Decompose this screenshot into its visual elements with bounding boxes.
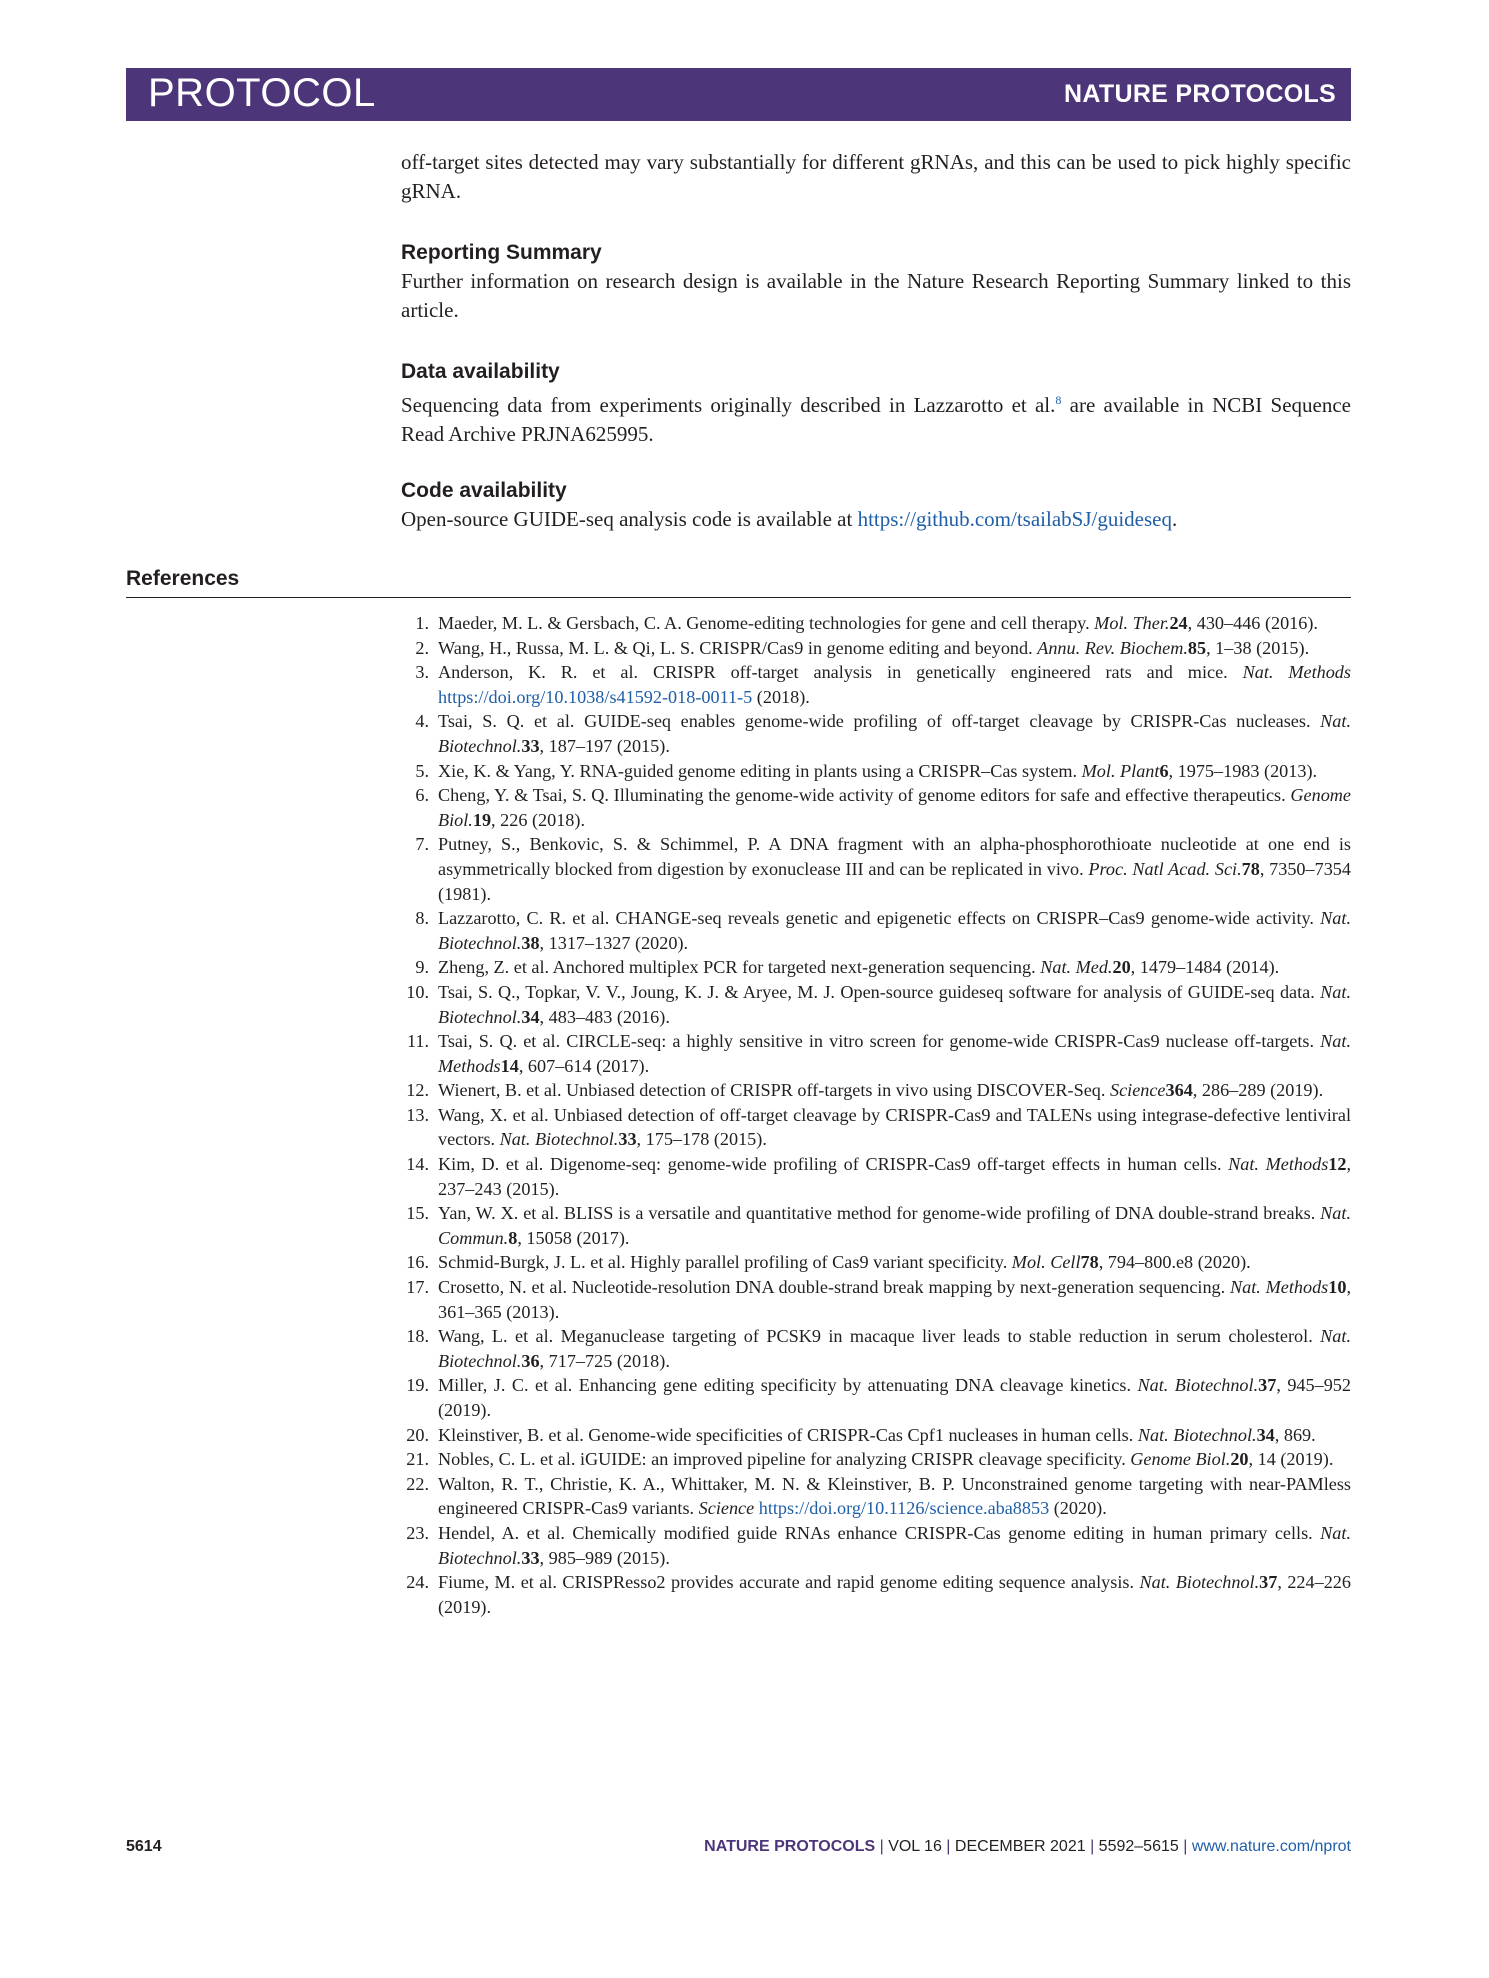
reference-number: 6.: [415, 785, 429, 806]
reference-item: [401, 980, 1351, 1029]
reference-text: Zheng, Z. et al. Anchored multiplex PCR for targeted next-generation sequencing.: [438, 957, 1041, 978]
footer-date: DECEMBER 2021: [954, 1838, 1086, 1855]
reference-journal: Nat. Biotechnol.: [438, 1326, 1351, 1371]
reference-journal: Nat. Commun.: [438, 1203, 1351, 1248]
section-text: Open-source GUIDE-seq analysis code is available at https://github.com/tsailabSJ/guideseq.: [401, 507, 1178, 531]
reference-text: Lazzarotto, C. R. et al. CHANGE-seq reveals genetic and epigenetic effects on CRISPR–Cas9 genome-wide activity.: [438, 908, 1321, 929]
reference-volume: 19: [472, 809, 492, 830]
reference-item: [401, 759, 1351, 784]
reference-number: 7.: [415, 834, 429, 855]
reference-number: 10.: [406, 981, 429, 1002]
reference-item: [401, 906, 1351, 955]
references-title: References: [126, 567, 240, 590]
section-heading: Data availability: [401, 360, 560, 383]
reference-number: 21.: [406, 1449, 429, 1470]
reference-item: [401, 611, 1351, 636]
reference-item: [401, 1029, 1351, 1078]
reference-journal: Genome Biol.: [1130, 1449, 1231, 1470]
reference-journal: Mol. Cell: [1011, 1252, 1081, 1273]
reference-pages: , 794–800.e8 (2020).: [1098, 1252, 1251, 1273]
section-heading: Code availability: [401, 479, 567, 502]
reference-number: 4.: [415, 711, 429, 732]
header-banner: [126, 68, 1351, 121]
reference-number: 2.: [415, 637, 429, 658]
reference-number: 13.: [406, 1104, 429, 1125]
reference-volume: 364: [1165, 1080, 1193, 1101]
reference-item: [401, 636, 1351, 661]
reference-doi-link[interactable]: https://doi.org/10.1126/science.aba8853: [758, 1498, 1050, 1519]
reference-text: Wang, X. et al. Unbiased detection of off-target cleavage by CRISPR-Cas9 and TALENs using integrase-defective lentiviral vectors.: [438, 1104, 1351, 1150]
reference-pages: , 224–226 (2019).: [438, 1572, 1351, 1617]
reference-text: Wienert, B. et al. Unbiased detection of CRISPR off-targets in vivo using DISCOVER-Seq.: [438, 1080, 1110, 1101]
reference-volume: 34: [521, 1006, 540, 1027]
reporting-summary-section: [401, 239, 1351, 325]
reference-item: [401, 1250, 1351, 1275]
reference-text: Schmid-Burgk, J. L. et al. Highly parallel profiling of Cas9 variant specificity.: [438, 1252, 1012, 1273]
reference-text: Anderson, K. R. et al. CRISPR off-target analysis in genetically engineered rats and mice.: [438, 662, 1243, 683]
reference-text: Kim, D. et al. Digenome-seq: genome-wide profiling of CRISPR-Cas9 off-target effects in human cells.: [438, 1154, 1229, 1175]
reference-text: Wang, L. et al. Meganuclease targeting of PCSK9 in macaque liver leads to stable reduction in serum cholesterol.: [438, 1326, 1321, 1347]
reference-volume: 12: [1328, 1154, 1347, 1175]
reference-list: [401, 611, 1351, 1619]
reference-text: Tsai, S. Q. et al. GUIDE-seq enables genome-wide profiling of off-target cleavage by CRISPR-Cas nucleases.: [438, 711, 1321, 732]
reference-journal: Nat. Med.: [1040, 957, 1113, 978]
reference-volume: 20: [1112, 957, 1131, 978]
reference-journal: Genome Biol.: [438, 785, 1351, 830]
reference-journal: Nat. Methods: [438, 1031, 1351, 1076]
reference-journal: Nat. Biotechnol.: [1137, 1424, 1257, 1445]
reference-pages: , 14 (2019).: [1248, 1449, 1334, 1470]
reference-item: [401, 1201, 1351, 1250]
reference-number: 24.: [406, 1572, 429, 1593]
reference-journal: Proc. Natl Acad. Sci.: [1088, 858, 1242, 879]
reference-text: Kleinstiver, B. et al. Genome-wide specificities of CRISPR-Cas Cpf1 nucleases in human cells.: [438, 1424, 1138, 1445]
reference-text: Crosetto, N. et al. Nucleotide-resolution DNA double-strand break mapping by next-generation sequencing.: [438, 1277, 1230, 1298]
reference-item: [401, 1521, 1351, 1570]
reference-volume: 8: [508, 1227, 518, 1248]
reference-journal: Nat. Biotechnol.: [438, 1522, 1351, 1568]
footer-journal: NATURE PROTOCOLS: [704, 1838, 876, 1855]
reference-text: Miller, J. C. et al. Enhancing gene editing specificity by attenuating DNA cleavage kinetics.: [438, 1375, 1138, 1396]
reference-item: [401, 1152, 1351, 1201]
reference-item: [401, 1447, 1351, 1472]
reference-text: Yan, W. X. et al. BLISS is a versatile and quantitative method for genome-wide profiling of DNA double-strand breaks.: [438, 1203, 1321, 1224]
reference-text: Xie, K. & Yang, Y. RNA-guided genome editing in plants using a CRISPR–Cas system.: [438, 760, 1082, 781]
footer-pages: 5592–5615: [1098, 1838, 1179, 1855]
reference-pages: , 187–197 (2015).: [539, 735, 670, 756]
reference-number: 5.: [415, 760, 429, 781]
reference-volume: 78: [1241, 858, 1260, 879]
reference-volume: 6: [1159, 760, 1169, 781]
reference-text: Maeder, M. L. & Gersbach, C. A. Genome-editing technologies for gene and cell therapy.: [438, 613, 1095, 633]
reference-number: 17.: [406, 1277, 429, 1298]
reference-volume: 36: [521, 1350, 540, 1371]
reference-number: 8.: [415, 908, 429, 929]
reference-volume: 78: [1080, 1252, 1099, 1273]
reference-pages: , 15058 (2017).: [517, 1227, 630, 1248]
reference-pages: , 1317–1327 (2020).: [539, 932, 689, 953]
reference-pages: , 226 (2018).: [491, 809, 586, 830]
reference-item: [401, 1423, 1351, 1448]
reference-text: Hendel, A. et al. Chemically modified guide RNAs enhance CRISPR-Cas genome editing in human primary cells.: [438, 1522, 1321, 1543]
footer-citation: NATURE PROTOCOLS | VOL 16 | DECEMBER 2021 | 5592–5615 | www.nature.com/nprot: [704, 1838, 1351, 1855]
reference-text: Tsai, S. Q., Topkar, V. V., Joung, K. J. & Aryee, M. J. Open-source guideseq software for analysis of GUIDE-seq data.: [438, 981, 1321, 1002]
reference-pages: , 1975–1983 (2013).: [1168, 760, 1318, 781]
reference-pages: , 607–614 (2017).: [518, 1055, 650, 1076]
reference-number: 14.: [406, 1154, 429, 1175]
reference-item: [401, 1078, 1351, 1103]
section-text: Further information on research design is available in the Nature Research Reporting Summary linked to this article.: [401, 269, 1351, 322]
reference-item: [401, 832, 1351, 906]
citation-link[interactable]: 8: [1055, 393, 1062, 407]
reference-volume: 10: [1328, 1277, 1347, 1298]
reference-pages: , 361–365 (2013).: [438, 1277, 1351, 1322]
reference-item: [401, 1472, 1351, 1521]
reference-pages: , 286–289 (2019).: [1192, 1080, 1324, 1101]
reference-pages: , 7350–7354 (1981).: [438, 858, 1351, 904]
reference-volume: 38: [521, 932, 540, 953]
reference-item: [401, 660, 1351, 709]
github-link[interactable]: https://github.com/tsailabSJ/guideseq: [857, 507, 1172, 531]
reference-volume: 20: [1230, 1449, 1249, 1470]
reference-text: Walton, R. T., Christie, K. A., Whittaker, M. N. & Kleinstiver, B. P. Unconstrained genome targeting with near-PAMless engineered CRISPR-Cas9 variants.: [438, 1473, 1351, 1519]
reference-journal: Science: [1109, 1080, 1166, 1101]
reference-item: [401, 783, 1351, 832]
reference-volume: 33: [521, 1547, 540, 1568]
reference-journal: Mol. Plant: [1081, 760, 1160, 781]
journal-name: NATURE PROTOCOLS: [1064, 80, 1336, 108]
reference-journal: Annu. Rev. Biochem.: [1037, 637, 1188, 658]
code-availability-section: [401, 477, 1351, 534]
section-heading: Reporting Summary: [401, 241, 602, 264]
footer-url-link[interactable]: www.nature.com/nprot: [1191, 1838, 1351, 1855]
reference-text: Nobles, C. L. et al. iGUIDE: an improved pipeline for analyzing CRISPR cleavage specificity.: [438, 1449, 1131, 1470]
reference-text: Putney, S., Benkovic, S. & Schimmel, P. A DNA fragment with an alpha-phosphorothioate nucleotide at one end is asymmetrically blocked from digestion by exonuclease III and can be replicated in vivo.: [438, 834, 1351, 879]
reference-number: 3.: [415, 662, 429, 683]
reference-journal: Science: [698, 1498, 755, 1519]
reference-pages: , 1–38 (2015).: [1206, 637, 1310, 658]
page-number: 5614: [126, 1838, 162, 1855]
reference-number: 15.: [406, 1203, 429, 1224]
intro-text: off-target sites detected may vary substantially for different gRNAs, and this can be used to pick highly specific gRNA.: [401, 150, 1351, 203]
data-availability-section: [401, 358, 1351, 449]
reference-year: (2018).: [752, 686, 810, 707]
reference-journal: Mol. Ther.: [1094, 613, 1170, 633]
reference-journal: Nat. Methods: [1229, 1277, 1329, 1298]
reference-number: 19.: [406, 1375, 429, 1396]
reference-item: [401, 1324, 1351, 1373]
reference-text: Wang, H., Russa, M. L. & Qi, L. S. CRISPR/Cas9 in genome editing and beyond.: [438, 637, 1038, 658]
reference-text: Fiume, M. et al. CRISPResso2 provides accurate and rapid genome editing sequence analysis.: [438, 1572, 1140, 1593]
reference-item: [401, 709, 1351, 758]
reference-pages: , 869.: [1274, 1424, 1316, 1445]
reference-number: 22.: [406, 1473, 429, 1494]
reference-number: 16.: [406, 1252, 429, 1273]
reference-number: 20.: [406, 1424, 429, 1445]
reference-pages: , 945–952 (2019).: [438, 1375, 1351, 1420]
reference-number: 11.: [406, 1031, 429, 1052]
section-text: Sequencing data from experiments originally described in Lazzarotto et al.$^8$ are available in NCBI Sequence Read Archive PRJNA625995.: [401, 393, 1352, 446]
reference-journal: Nat. Biotechnol.: [1137, 1375, 1259, 1396]
reference-volume: 14: [500, 1055, 519, 1076]
reference-number: 12.: [406, 1080, 429, 1101]
reference-volume: 37: [1259, 1572, 1278, 1593]
reference-journal: Nat. Methods: [1228, 1154, 1329, 1175]
reference-text: Tsai, S. Q. et al. CIRCLE-seq: a highly sensitive in vitro screen for genome-wide CRISPR-Cas9 nuclease off-targets.: [438, 1031, 1321, 1052]
reference-item: [401, 1275, 1351, 1324]
reference-pages: , 430–446 (2016).: [1187, 613, 1318, 633]
reference-volume: 85: [1187, 637, 1207, 658]
reference-number: 9.: [415, 957, 429, 978]
reference-journal: Nat. Biotechnol.: [438, 908, 1351, 953]
reference-volume: 33: [521, 735, 540, 756]
reference-volume: 24: [1169, 613, 1188, 633]
reference-text: Cheng, Y. & Tsai, S. Q. Illuminating the genome-wide activity of genome editors for safe and effective therapeutics.: [438, 785, 1291, 806]
references-divider: [126, 597, 1351, 598]
reference-volume: 34: [1256, 1424, 1275, 1445]
reference-year: (2020).: [1049, 1498, 1107, 1519]
reference-item: [401, 955, 1351, 980]
reference-item: [401, 1570, 1351, 1619]
reference-pages: , 985–989 (2015).: [539, 1547, 670, 1568]
reference-volume: 37: [1258, 1375, 1277, 1396]
footer-volume: VOL 16: [888, 1838, 942, 1855]
reference-pages: , 237–243 (2015).: [438, 1154, 1352, 1199]
intro-paragraph: [401, 148, 1351, 206]
reference-journal: Nat. Methods: [1242, 662, 1351, 683]
reference-doi-link[interactable]: https://doi.org/10.1038/s41592-018-0011-5: [438, 686, 753, 707]
reference-item: [401, 1373, 1351, 1422]
reference-journal: Nat. Biotechnol.: [438, 981, 1351, 1027]
reference-pages: , 1479–1484 (2014).: [1130, 957, 1280, 978]
reference-pages: , 175–178 (2015).: [636, 1129, 767, 1150]
reference-journal: Nat. Biotechnol.: [438, 711, 1351, 756]
reference-volume: 33: [618, 1129, 637, 1150]
reference-item: [401, 1103, 1351, 1152]
section-label: PROTOCOL: [148, 71, 376, 115]
reference-number: 23.: [406, 1522, 429, 1543]
reference-pages: , 483–483 (2016).: [539, 1006, 670, 1027]
reference-pages: , 717–725 (2018).: [539, 1350, 670, 1371]
reference-journal: Nat. Biotechnol.: [499, 1129, 619, 1150]
reference-journal: Nat. Biotechnol.: [1139, 1572, 1260, 1593]
reference-number: 18.: [406, 1326, 429, 1347]
reference-number: 1.: [415, 613, 429, 633]
